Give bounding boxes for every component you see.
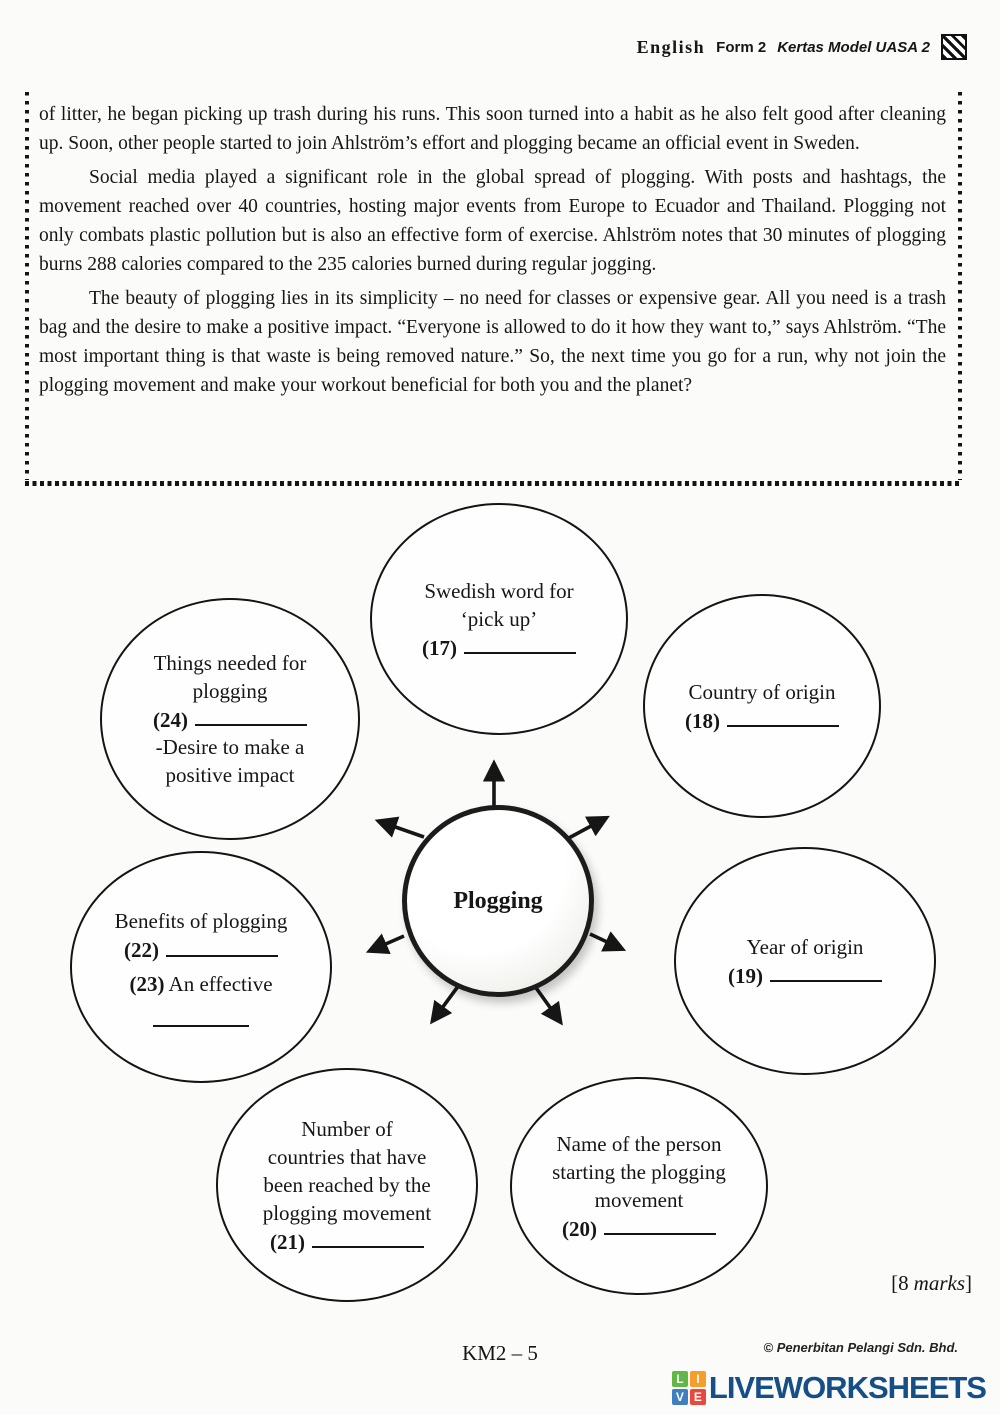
node-line: plogging bbox=[192, 678, 268, 703]
question-number-23: (23) bbox=[129, 971, 165, 996]
node-line: Number of bbox=[301, 1116, 393, 1141]
answer-blank-20[interactable] bbox=[604, 1214, 716, 1236]
node-year-of-origin bbox=[674, 847, 936, 1075]
node-line: ‘pick up’ bbox=[460, 606, 538, 631]
answer-blank-19[interactable] bbox=[770, 961, 882, 983]
node-line: Country of origin bbox=[688, 679, 836, 704]
answer-blank-22[interactable] bbox=[166, 935, 278, 957]
liveworksheets-wordmark: LIVEWORKSHEETS bbox=[708, 1370, 986, 1405]
question-number-19: (19) bbox=[728, 963, 763, 988]
node-line: Things needed for bbox=[153, 650, 307, 675]
node-line: movement bbox=[594, 1187, 684, 1212]
header-subject: English bbox=[636, 36, 706, 57]
question-number-17: (17) bbox=[422, 635, 457, 660]
marks-suffix: ] bbox=[965, 1271, 972, 1295]
logo-square-l: L bbox=[672, 1371, 688, 1387]
logo-square-i: I bbox=[690, 1371, 706, 1387]
node-answer-row bbox=[422, 633, 576, 662]
answer-blank-21[interactable] bbox=[312, 1227, 424, 1249]
node-answer-row bbox=[728, 961, 882, 990]
node-answer-row bbox=[153, 705, 307, 734]
node-line: An effective bbox=[168, 971, 273, 996]
node-line: countries that have bbox=[267, 1144, 427, 1169]
passage-paragraph-3: The beauty of plogging lies in its simplicity – no need for classes or expensive gear. All you need is a trash bag and the desire to make a positive impact. “Everyone is allowed to do it how they want to,” says Ahlström. “The most important thing is that waste is being removed nature.” So, the next time you go for a run, why not join the plogging movement and make your workout beneficial for both you and the planet? bbox=[39, 288, 946, 396]
marks-word: marks bbox=[913, 1271, 965, 1295]
question-number-22: (22) bbox=[124, 937, 159, 962]
node-answer-row bbox=[685, 706, 839, 735]
node-swedish-word bbox=[370, 503, 628, 735]
node-line: positive impact bbox=[165, 763, 295, 788]
question-number-20: (20) bbox=[562, 1216, 597, 1241]
node-benefits bbox=[70, 851, 332, 1083]
node-line: Benefits of plogging bbox=[114, 908, 288, 933]
node-things-needed bbox=[100, 598, 360, 840]
header-form: Form 2 bbox=[716, 38, 767, 56]
node-line: plogging movement bbox=[262, 1200, 432, 1225]
node-number-of-countries bbox=[216, 1068, 478, 1302]
question-number-24: (24) bbox=[153, 707, 188, 732]
node-answer-row bbox=[270, 1227, 424, 1256]
logo-square-v: V bbox=[672, 1389, 688, 1405]
logo-square-e: E bbox=[690, 1389, 706, 1405]
question-number-21: (21) bbox=[270, 1229, 305, 1254]
center-node-plogging bbox=[402, 805, 594, 997]
node-answer-row bbox=[562, 1214, 716, 1243]
marks-label bbox=[891, 1271, 972, 1296]
node-country-of-origin bbox=[643, 594, 881, 818]
answer-blank-24[interactable] bbox=[195, 705, 307, 727]
center-label: Plogging bbox=[453, 887, 543, 914]
answer-blank-17[interactable] bbox=[464, 633, 576, 655]
answer-blank-18[interactable] bbox=[727, 706, 839, 728]
passage-paragraph-1: of litter, he began picking up trash during his runs. This soon turned into a habit as he also felt good after cleaning up. Soon, other people started to join Ahlström’s effort and plogging became an official event in Sweden. bbox=[39, 104, 946, 154]
question-number-18: (18) bbox=[685, 708, 720, 733]
node-line: starting the plogging bbox=[552, 1159, 726, 1184]
node-person-name bbox=[510, 1077, 768, 1295]
node-line: been reached by the bbox=[263, 1172, 431, 1197]
marks-prefix: [8 bbox=[891, 1271, 909, 1295]
node-line: Year of origin bbox=[746, 934, 864, 959]
node-line: Name of the person bbox=[556, 1131, 722, 1156]
passage-paragraph-2: Social media played a significant role in the global spread of plogging. With posts and hashtags, the movement reached over 40 countries, hosting major events from Europe to Ecuador and Thailand. Plogging not only combats plastic pollution but is also an effective form of exercise. Ahlström notes that 30 minutes of plogging burns 288 calories compared to the 235 calories burned during regular jogging. bbox=[39, 167, 946, 275]
node-answer-row bbox=[124, 935, 278, 964]
page-number: KM2 – 5 bbox=[462, 1341, 538, 1365]
node-answer-row bbox=[129, 970, 272, 998]
liveworksheets-logo[interactable] bbox=[672, 1370, 986, 1406]
node-line: -Desire to make a bbox=[155, 735, 305, 760]
copyright-notice: © Penerbitan Pelangi Sdn. Bhd. bbox=[763, 1340, 958, 1355]
header-paper-title: Kertas Model UASA 2 bbox=[777, 38, 930, 56]
node-line: Swedish word for bbox=[424, 578, 574, 603]
answer-blank-23[interactable] bbox=[153, 1006, 249, 1028]
liveworksheets-grid-icon bbox=[672, 1371, 706, 1405]
